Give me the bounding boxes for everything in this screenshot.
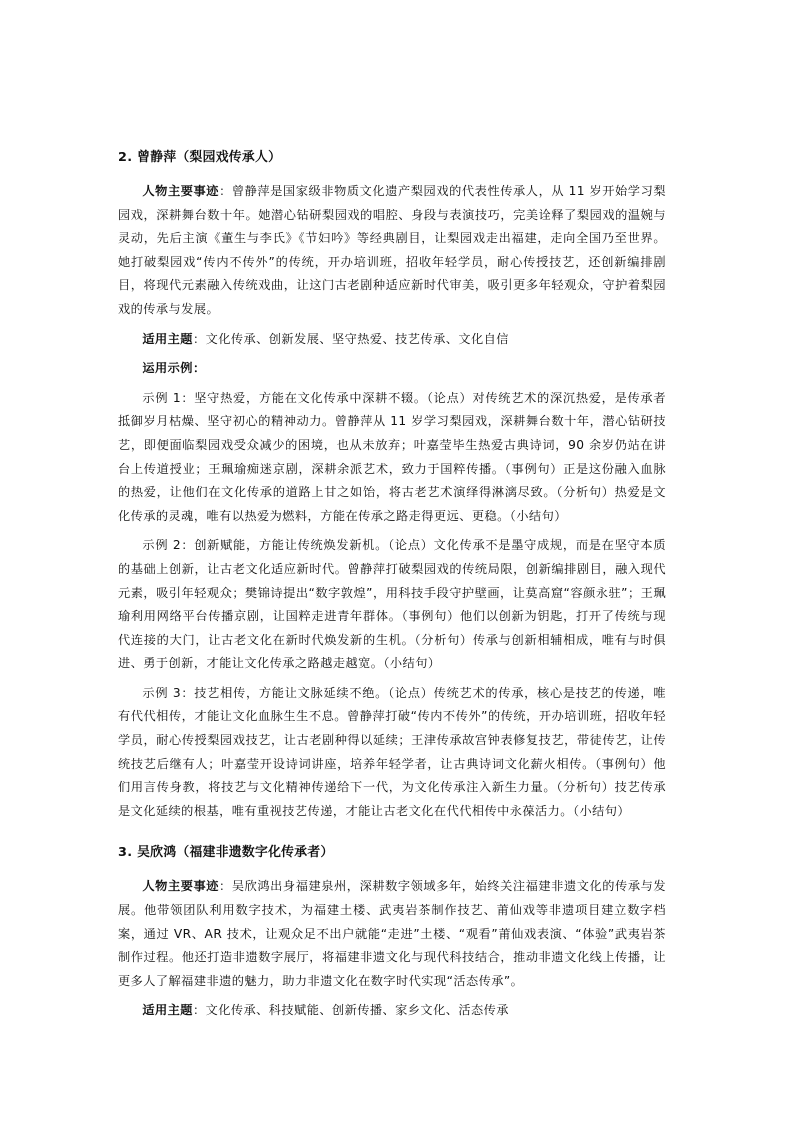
deeds-label: 人物主要事迹 (142, 184, 220, 198)
themes-text: ：文化传承、创新发展、坚守热爱、技艺传承、文化自信 (192, 331, 509, 346)
section-title: 2. 曾静萍（梨园戏传承人） (118, 150, 282, 165)
example-paragraph-1: 示例 1：坚守热爱，方能在文化传承中深耕不辍。（论点）对传统艺术的深沉热爱，是传承者抵御岁月枯燥、坚守初心的精神动力。曾静萍从 11 岁学习梨园戏，深耕舞台数十年，潜心钻研技艺，即便面临梨园戏受众减少的困境，也从未放弃；叶嘉莹毕生热爱古典诗词，90 余岁仍站在讲台上传道授业；王珮瑜痴迷京剧，深耕余派艺术，致力于国粹传播。（事例句）正是这份融入血脉的热爱，让他们在文化传承的道路上甘之如饴，将古老艺术演绎得淋漓尽致。（分析句）热爱是文化传承的灵魂，唯有以热爱为燃料，方能在传承之路走得更远、更稳。（小结句） (118, 390, 666, 523)
deeds-text: ：吴欣鸿出身福建泉州，深耕数字领域多年，始终关注福建非遗文化的传承与发展。他带领团队利用数字技术，为福建土楼、武夷岩茶制作技艺、莆仙戏等非遗项目建立数字档案，通过 VR、AR 技术，让观众足不出户就能“走进”土楼、“观看”莆仙戏表演、“体验”武夷岩茶制作过程。他还打造非遗数字展厅，将福建非遗文化与现代科技结合，推动非遗文化线上传播，让更多人了解福建非遗的魅力，助力非遗文化在数字时代实现“活态传承”。 (118, 879, 667, 988)
deeds-label: 人物主要事迹 (142, 879, 220, 894)
deeds-paragraph (118, 875, 666, 993)
example-paragraph-2: 示例 2：创新赋能，方能让传统焕发新机。（论点）文化传承不是墨守成规，而是在坚守本质的基础上创新，让古老文化适应新时代。曾静萍打破梨园戏的传统局限，创新编排剧目，融入现代元素，吸引年轻观众；樊锦诗提出“数字敦煌”，用科技手段守护壁画，让莫高窟“容颜永驻”；王珮瑜利用网络平台传播京剧，让国粹走进青年群体。（事例句）他们以创新为钥匙，打开了传统与现代连接的大门，让古老文化在新时代焕发新的生机。（分析句）传承与创新相辅相成，唯有与时俱进、勇于创新，才能让文化传承之路越走越宽。（小结句） (118, 538, 666, 671)
example-paragraph-3: 示例 3：技艺相传，方能让文脉延续不绝。（论点）传统艺术的传承，核心是技艺的传递，唯有代代相传，才能让文化血脉生生不息。曾静萍打破“传内不传外”的传统，开办培训班，招收年轻学员，耐心传授梨园戏技艺，让古老剧种得以延续；王津传承故宫钟表修复技艺，带徒传艺，让传统技艺后继有人；叶嘉莹开设诗词讲座，培养年轻学者，让古典诗词文化薪火相传。（事例句）他们用言传身教，将技艺与文化精神传递给下一代，为文化传承注入新生力量。（分析句）技艺传承是文化延续的根基，唯有重视技艺传递，才能让古老文化在代代相传中永葆活力。（小结句） (118, 685, 666, 818)
themes-label: 适用主题 (142, 1003, 193, 1018)
themes-text: ：文化传承、科技赋能、创新传播、家乡文化、活态传承 (192, 1003, 509, 1018)
themes-paragraph (118, 999, 666, 1023)
deeds-paragraph (118, 180, 666, 322)
themes-label: 适用主题 (142, 331, 193, 346)
document-page (118, 146, 666, 1023)
deeds-text: ：曾静萍是国家级非物质文化遗产梨园戏的代表性传承人，从 11 岁开始学习梨园戏，深耕舞台数十年。她潜心钻研梨园戏的唱腔、身段与表演技巧，完美诠释了梨园戏的温婉与灵动，先后主演《董生与李氏》《节妇吟》等经典剧目，让梨园戏走出福建，走向全国乃至世界。她打破梨园戏“传内不传外”的传统，开办培训班，招收年轻学员，耐心传授技艺，还创新编排剧目，将现代元素融入传统戏曲，让这门古老剧种适应新时代审美，吸引更多年轻观众，守护着梨园戏的传承与发展。 (118, 184, 667, 316)
themes-paragraph (118, 328, 666, 352)
section-title: 3. 吴欣鸿（福建非遗数字化传承者） (118, 845, 334, 861)
examples-label: 运用示例： (142, 361, 206, 376)
